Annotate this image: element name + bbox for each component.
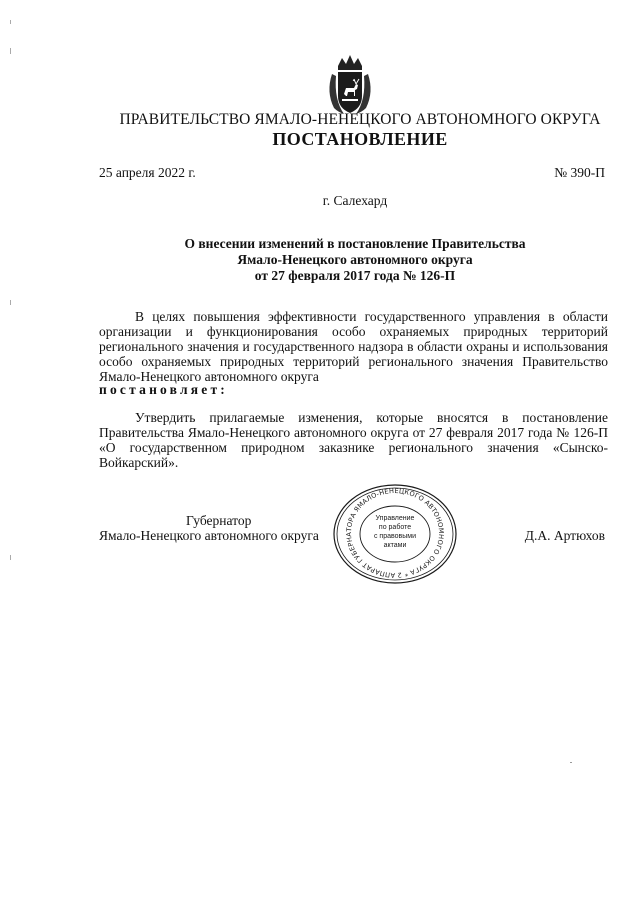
resolution-paragraph: Утвердить прилагаемые изменения, которые вносятся в постановление Правительства Ямало-Ненецкого автономного округа от 27 февраля 2017 года № 126-П «О государственном природном заказнике регионального значения «Сынско-Войкарский». bbox=[99, 410, 608, 470]
coat-of-arms-emblem bbox=[324, 52, 376, 118]
stamp-outer-text-path: АППАРАТ ГУБЕРНАТОРА ЯМАЛО-НЕНЕЦКОГО АВТОНОМНОГО ОКРУГА * 2 bbox=[344, 486, 446, 580]
scan-speck bbox=[570, 762, 572, 763]
document-number: № 390-П bbox=[554, 165, 605, 180]
stamp-inner-line-4: актами bbox=[383, 542, 407, 549]
document-date: 25 апреля 2022 г. bbox=[99, 165, 196, 180]
scan-mark bbox=[10, 48, 11, 54]
scan-mark bbox=[10, 20, 11, 24]
stamp-inner-line-3: с правовыми bbox=[373, 533, 417, 540]
scan-mark bbox=[10, 300, 11, 305]
title-line-1: О внесении изменений в постановление Правительства bbox=[184, 236, 526, 251]
title-line-2: Ямало-Ненецкого автономного округа bbox=[237, 252, 473, 267]
scan-mark bbox=[10, 555, 11, 560]
organization-heading: ПРАВИТЕЛЬСТВО ЯМАЛО-НЕНЕЦКОГО АВТОНОМНОГО ОКРУГА bbox=[119, 111, 601, 128]
resolve-word: постановляет: bbox=[99, 382, 228, 397]
document-city: г. Салехард bbox=[322, 193, 388, 208]
signer-position-line-2: Ямало-Ненецкого автономного округа bbox=[99, 528, 319, 543]
document-title bbox=[120, 236, 590, 284]
stamp-inner-line-2: по работе bbox=[378, 524, 412, 531]
document-type-heading: ПОСТАНОВЛЕНИЕ bbox=[272, 129, 448, 149]
official-stamp bbox=[330, 482, 460, 586]
stamp-inner-line-1: Управление bbox=[375, 515, 415, 522]
preamble-paragraph: В целях повышения эффективности государственного управления в области организации и функционирования особо охраняемых природных территорий регионального значения и государственного надзора в области охраны и использования особо охраняемых природных территорий регионального значения Правительство Ямало-Ненецкого автономного округа bbox=[99, 309, 608, 384]
title-line-3: от 27 февраля 2017 года № 126-П bbox=[254, 268, 456, 283]
signer-position-line-1: Губернатор bbox=[186, 513, 252, 528]
signer-name: Д.А. Артюхов bbox=[524, 528, 605, 543]
